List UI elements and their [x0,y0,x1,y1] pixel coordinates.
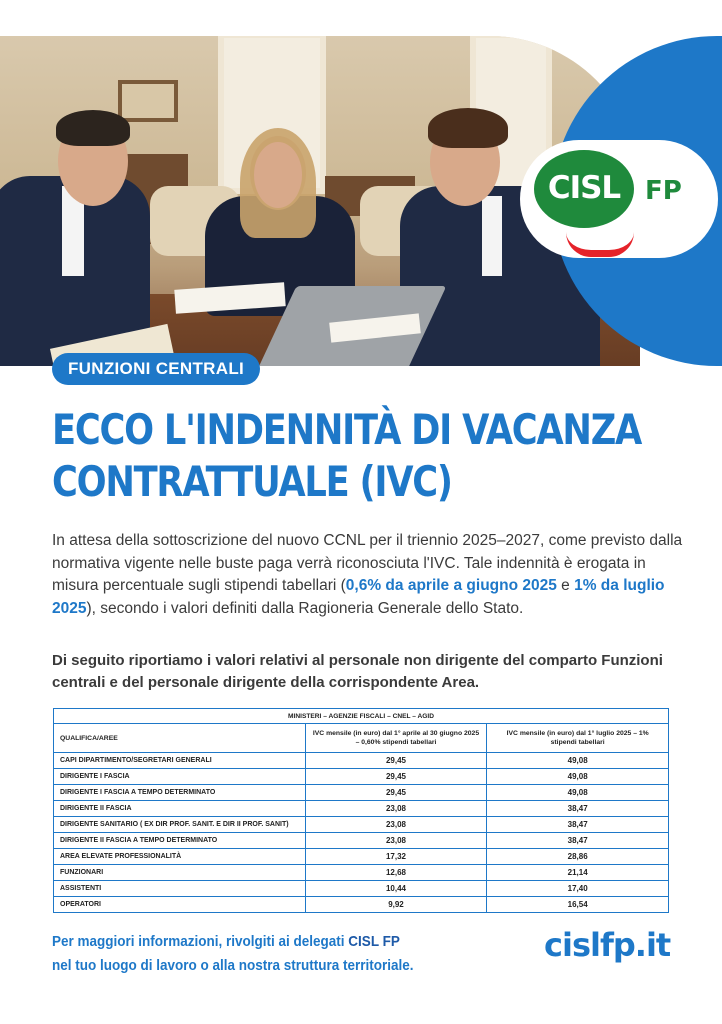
footer-line-1: Per maggiori informazioni, rivolgiti ai delegati [52,933,349,950]
section-badge: FUNZIONI CENTRALI [52,353,260,385]
intro-highlight-1: 0,6% da aprile a giugno 2025 [345,577,557,594]
table-intro: Di seguito riportiamo i valori relativi al personale non dirigente del comparto Funzioni centrali e del personale dirigente della corrispondente Area. [52,652,663,691]
table-caption: MINISTERI – AGENZIE FISCALI – CNEL – AGID [54,709,669,724]
cell-qualifica: DIRIGENTE II FASCIA [54,801,306,817]
intro-paragraph [52,530,692,620]
table-row [54,817,669,833]
cell-ivc-apr-jun: 29,45 [305,769,487,785]
cell-ivc-apr-jun: 17,32 [305,849,487,865]
cell-ivc-jul: 17,40 [487,881,669,897]
table-row [54,769,669,785]
table-row [54,881,669,897]
cell-ivc-apr-jun: 29,45 [305,753,487,769]
intro-text-1: In attesa della sottoscrizione del nuovo CCNL per il triennio 2025–2027, come previsto dalla normativa vigente nelle buste paga verrà riconosciuta l'IVC. Tale indennità è erogata in misura percentuale sugli stipendi tabellari ( [52,532,683,594]
cell-ivc-apr-jun: 23,08 [305,801,487,817]
cell-ivc-jul: 38,47 [487,833,669,849]
table-row [54,801,669,817]
cell-ivc-apr-jun: 23,08 [305,817,487,833]
footer-brand: CISL FP [348,933,400,950]
cell-qualifica: OPERATORI [54,897,306,913]
cell-qualifica: DIRIGENTE I FASCIA A TEMPO DETERMINATO [54,785,306,801]
ivc-table [53,708,669,913]
cell-qualifica: FUNZIONARI [54,865,306,881]
column-header-ivc-apr-jun: IVC mensile (in euro) dal 1° aprile al 30 giugno 2025 – 0,60% stipendi tabellari [305,724,487,753]
cell-ivc-apr-jun: 10,44 [305,881,487,897]
cell-ivc-jul: 49,08 [487,769,669,785]
cell-qualifica: DIRIGENTE I FASCIA [54,769,306,785]
cell-ivc-apr-jun: 12,68 [305,865,487,881]
headline-line-1: ECCO L'INDENNITÀ DI VACANZA [52,405,642,454]
intro-connector: e [556,577,575,594]
cell-ivc-jul: 21,14 [487,865,669,881]
table-row [54,833,669,849]
shirt [482,196,502,276]
cell-qualifica: DIRIGENTE II FASCIA A TEMPO DETERMINATO [54,833,306,849]
wall-picture [118,80,178,122]
logo-fp-text: FP [645,176,682,206]
face [254,142,302,208]
cell-qualifica: CAPI DIPARTIMENTO/SEGRETARI GENERALI [54,753,306,769]
intro-highlight-2: 1% da luglio 2025 [52,577,665,617]
table-row [54,865,669,881]
footer-line-2: nel tuo luogo di lavoro o alla nostra struttura territoriale. [52,957,414,974]
cell-ivc-jul: 38,47 [487,801,669,817]
cell-ivc-apr-jun: 23,08 [305,833,487,849]
intro-text-2: ), secondo i valori definiti dalla Ragioneria Generale dello Stato. [86,599,524,617]
footer-info [52,930,414,978]
table-row [54,753,669,769]
cell-ivc-jul: 38,47 [487,817,669,833]
cell-ivc-apr-jun: 9,92 [305,897,487,913]
table-row [54,897,669,913]
hair [428,108,508,148]
column-header-qualifica: QUALIFICA/AREE [54,724,306,753]
cell-ivc-jul: 49,08 [487,753,669,769]
website-link[interactable]: cislfp.it [544,926,671,964]
logo-cisl-text: CISL [547,170,621,206]
cell-qualifica: AREA ELEVATE PROFESSIONALITÀ [54,849,306,865]
cell-ivc-jul: 16,54 [487,897,669,913]
table-row [54,785,669,801]
cell-ivc-jul: 28,86 [487,849,669,865]
table-row [54,849,669,865]
cell-qualifica: ASSISTENTI [54,881,306,897]
cell-ivc-jul: 49,08 [487,785,669,801]
headline [52,404,642,508]
hair [56,110,130,146]
cell-qualifica: DIRIGENTE SANITARIO ( EX DIR PROF. SANIT. E DIR II PROF. SANIT) [54,817,306,833]
column-header-ivc-jul: IVC mensile (in euro) dal 1° luglio 2025 – 1% stipendi tabellari [487,724,669,753]
headline-line-2: CONTRATTUALE (IVC) [52,457,452,506]
cell-ivc-apr-jun: 29,45 [305,785,487,801]
